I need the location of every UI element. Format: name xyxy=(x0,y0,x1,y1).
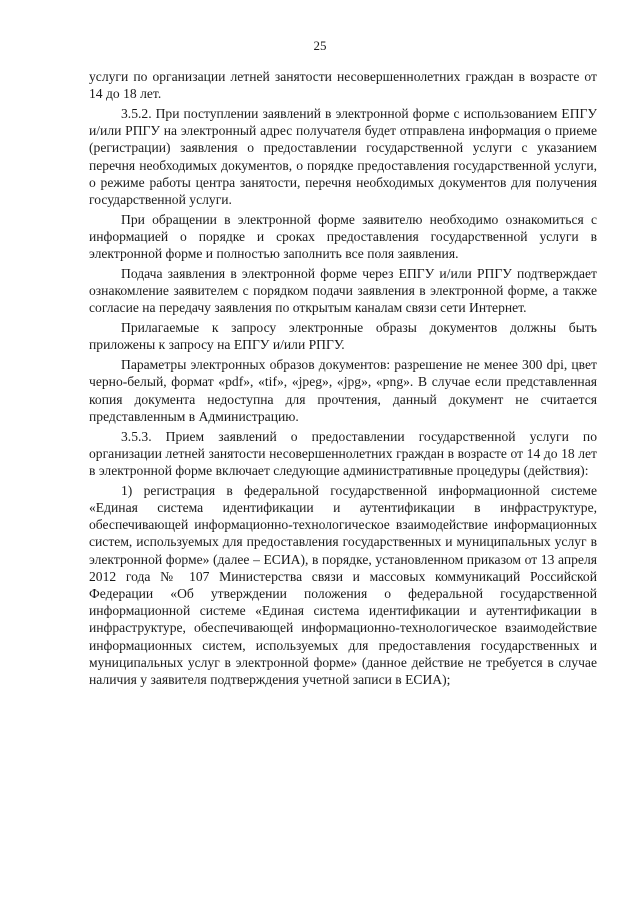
paragraph-1: 3.5.2. При поступлении заявлений в электронной форме с использованием ЕПГУ и/или РПГУ на электронный адрес получателя будет отправлена информация о приеме (регистрации) заявления о предоставлении государственной услуги с указанием перечня необходимых документов, о порядке предоставления государственной услуги, о режиме работы центра занятости, перечня необходимых документов для получения государственной услуги. xyxy=(89,106,597,208)
paragraph-2: При обращении в электронной форме заявителю необходимо ознакомиться с информацией о порядке и сроках предоставления государственной услуги в электронной форме и полностью заполнить все поля заявления. xyxy=(89,211,597,262)
page-number: 25 xyxy=(313,38,327,53)
document-body xyxy=(89,68,597,691)
paragraph-5: Параметры электронных образов документов: разрешение не менее 300 dpi, цвет черно-белый, формат «pdf», «tif», «jpeg», «jpg», «png». В случае если представленная копия документа недоступна для прочтения, данный документ не считается представленным в Администрацию. xyxy=(89,357,597,424)
paragraph-7: 1) регистрация в федеральной государственной информационной системе «Единая система идентификации и аутентификации в инфраструктуре, обеспечивающей информационно-технологическое взаимодействие информационных систем, используемых для предоставления государственных и муниципальных услуг в электронной форме» (далее – ЕСИА), в порядке, установленном приказом от 13 апреля 2012 года № 107 Министерства связи и массовых коммуникаций Российской Федерации «Об утверждении положения о федеральной государственной информационной системе «Единая система идентификации и аутентификации в инфраструктуре, обеспечивающей информационно-технологическое взаимодействие информационных систем, используемых для предоставления государственных и муниципальных услуг в электронной форме» (данное действие не требуется в случае наличия у заявителя подтверждения учетной записи в ЕСИА); xyxy=(89,482,597,688)
paragraph-4: Прилагаемые к запросу электронные образы документов должны быть приложены к запросу на ЕПГУ и/или РПГУ. xyxy=(89,320,597,353)
paragraph-3: Подача заявления в электронной форме через ЕПГУ и/или РПГУ подтверждает ознакомление заявителем с порядком подачи заявления в электронной форме, а также согласие на передачу заявления по открытым каналам связи сети Интернет. xyxy=(89,266,597,316)
paragraph-0: услуги по организации летней занятости несовершеннолетних граждан в возрасте от 14 до 18 лет. xyxy=(89,69,597,102)
paragraph-6: 3.5.3. Прием заявлений о предоставлении государственной услуги по организации летней занятости несовершеннолетних граждан в возрасте от 14 до 18 лет в электронной форме включает следующие административные процедуры (действия): xyxy=(89,428,597,479)
